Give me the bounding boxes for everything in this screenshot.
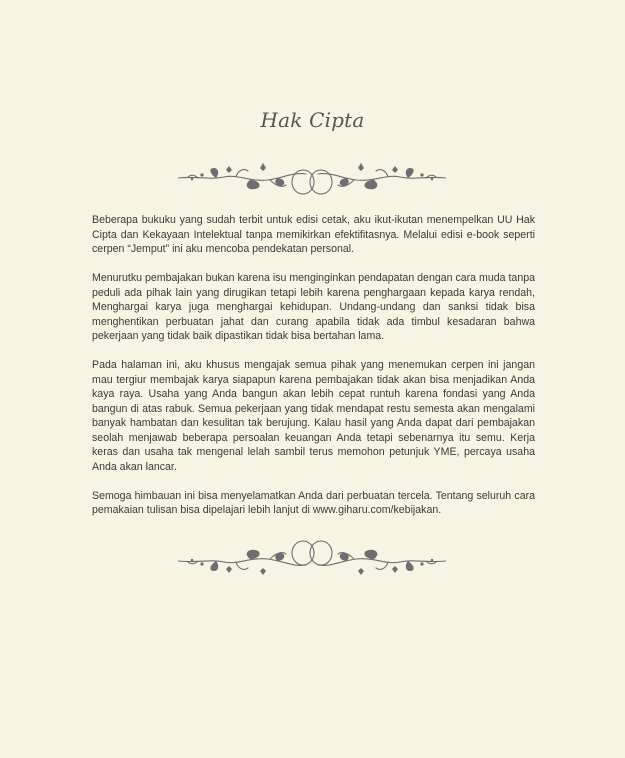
- floral-divider-icon: [178, 535, 446, 575]
- floral-divider-icon: [178, 158, 446, 198]
- paragraph-2: Menurutku pembajakan bukan karena isu menginginkan pendapatan dengan cara muda tanpa peduli ada pihak lain yang dirugikan tetapi lebih karena penghargaan kepada karya rendah, Menghargai karya juga menghargai kehidupan. Undang-undang dan sanksi tidak bisa menghentikan perbuatan jahat dan curang apabila tidak ada timbul kesadaran bahwa pekerjaan yang tidak baik dipastikan tidak bisa bertahan lama.: [92, 272, 535, 342]
- page-title: Hak Cipta: [260, 108, 365, 132]
- paragraph-1: Beberapa bukuku yang sudah terbit untuk edisi cetak, aku ikut-ikutan menempelkan UU Hak Cipta dan Kekayaan Intelektual tanpa memikirkan efektifitasnya. Melalui edisi e-book seperti cerpen “Jemput” ini aku mencoba pendekatan personal.: [92, 214, 535, 255]
- paragraph-3: Pada halaman ini, aku khusus mengajak semua pihak yang menemukan cerpen ini jangan mau tergiur membajak karya siapapun karena pembajakan tidak akan bisa menjadikan Anda kaya raya. Usaha yang Anda bangun akan lebih cepat runtuh karena fondasi yang Anda bangun di atas rabuk. Semua pekerjaan yang tidak mendapat restu semesta akan mengalami banyak hambatan dan kesulitan tak berujung. Kalau hasil yang Anda dapat dari pembajakan seolah menjawab beberapa persoalan keuangan Anda tetapi sebenarnya itu semu. Kerja keras dan usaha tak mengenal lelah sambil terus memohon petunjuk YME, percaya usaha Anda akan lancar.: [92, 359, 535, 473]
- paragraph-4: Semoga himbauan ini bisa menyelamatkan Anda dari perbuatan tercela. Tentang seluruh cara pemakaian tulisan bisa dipelajari lebih lanjut di www.giharu.com/kebijakan.: [92, 489, 535, 516]
- article-body: [92, 213, 535, 532]
